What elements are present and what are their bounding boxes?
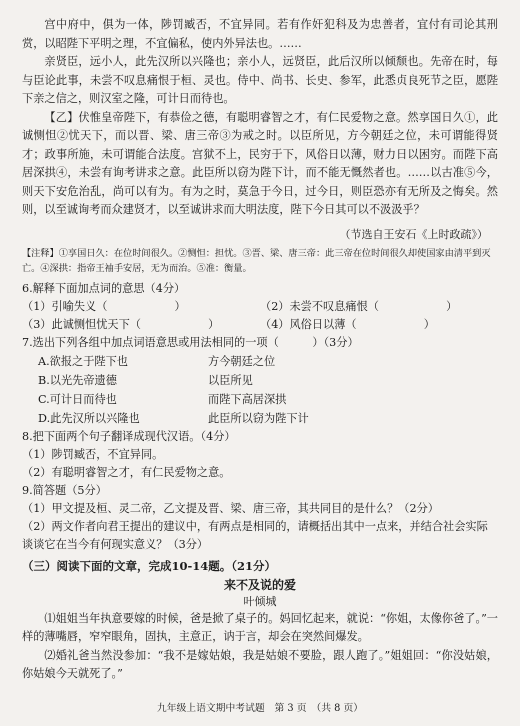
question-8-stem: 8.把下面两个句子翻译成现代汉语。（4分） [22, 429, 236, 443]
question-9-item: （2）两文作者向君王提出的建议中，有两点是相同的，请概括出其中一点来，并结合社会实际谈谈它在当今有何现实意义？（3分） [22, 519, 488, 551]
question-7-stem: 7.选出下列各组中加点词语意思或用法相同的一项（ ）（3分） [22, 335, 359, 349]
question-6-row-2 [22, 316, 498, 334]
passage-paragraph-2: 亲贤臣，远小人，此先汉所以兴隆也；亲小人，远贤臣，此后汉所以倾颓也。先帝在时，每与臣论此事，未尝不叹息痛恨于桓、灵也。侍中、尚书、长史、参军，此悉贞良死节之臣，愿陛下亲之信之，则汉室之隆，可计日而待也。 [22, 55, 498, 105]
option-left: A.欲报之于陛下也 [38, 354, 128, 368]
question-7-option [22, 409, 498, 428]
question-8-item: （1）陟罚臧否，不宜异同。 [22, 447, 164, 461]
article-paragraph-2: ⑵婚礼爸当然没参加：“我不是嫁姑娘，我是姑娘不要脸，跟人跑了。”姐姐回：“你没姑娘，你姑娘今天就死了。” [22, 648, 498, 680]
question-9-item: （1）甲文提及桓、灵二帝，乙文提及晋、梁、唐三帝，其共同目的是什么？（2分） [22, 501, 439, 515]
question-6-row-1 [22, 298, 498, 316]
question-6-item: （2）未尝不叹息痛恨（ ） [260, 299, 458, 313]
passage-paragraph-1: 宫中府中，俱为一体，陟罚臧否，不宜异同。若有作奸犯科及为忠善者，宜付有司论其刑赏，以昭陛下平明之理，不宜偏私，使内外异法也。…… [22, 18, 498, 50]
section-3-heading: （三）阅读下面的文章，完成10-14题。（21分） [22, 558, 277, 573]
question-7-option [22, 352, 498, 371]
option-right: 而陛下高居深拱 [208, 392, 287, 406]
option-left: C.可计日而待也 [38, 392, 117, 406]
question-7-option [22, 390, 498, 409]
option-left: B.以光先帝遗德 [38, 373, 117, 387]
option-right: 方今朝廷之位 [208, 354, 276, 368]
question-6-item: （1）引喻失义（ ） [22, 299, 186, 313]
question-8-item: （2）有聪明睿智之才，有仁民爱物之意。 [22, 465, 231, 479]
page-footer: 九年级上语文期中考试题 第 3 页 （共 8 页） [156, 703, 364, 714]
article-title: 来不及说的爱 [223, 577, 296, 592]
passage-paragraph-3: 【乙】伏惟皇帝陛下，有恭俭之德，有聪明睿智之才，有仁民爱物之意。然享国日久①，此诚恻怛②忧天下，而以晋、梁、唐三帝③为戒之时。以臣所见，方今朝廷之位，未可谓能得贤才；政事所施，未可谓能合法度。宫狱不上，民穷于下，风俗日以薄，财力日以困穷。而陛下高居深拱④，未尝有询考讲求之意。此臣所以窃为陛下计，而不能无慨然者也。……以古准⑤今，则天下安危治乱，尚可以有为。有为之时，莫急于今日，过今日，则臣恐亦有无所及之悔矣。然则，以至诚询考而众建贤才，以至诚讲求而大明法度，陛下今日其可以不汲汲乎？ [22, 110, 498, 216]
option-left: D.此先汉所以兴隆也 [38, 411, 140, 425]
question-6-stem: 6.解释下面加点词的意思（4分） [22, 281, 186, 295]
passage-source: （节选自王安石《上时政疏》） [339, 227, 488, 241]
annotation-notes: 【注释】①享国日久：在位时间很久。②恻怛：担忧。③晋、梁、唐三帝：此三帝在位时间很久却使国家由清平到灭亡。④深拱：指帝王袖手安居，无为而治。⑤准：衡量。 [22, 247, 491, 274]
question-7-option [22, 371, 498, 390]
option-right: 以臣所见 [208, 373, 253, 387]
article-paragraph-1: ⑴姐姐当年执意要嫁的时候，爸是掀了桌子的。妈回忆起来，就说：“你姐，太像你爸了。”一样的薄嘴唇，窄窄眼角，固执，主意正，讷于言，却会在突然间爆发。 [22, 611, 498, 643]
question-6-item: （4）风俗日以薄（ ） [260, 317, 435, 331]
question-9-stem: 9.简答题（5分） [22, 483, 107, 497]
question-6-item: （3）此诚恻怛忧天下（ ） [22, 317, 220, 331]
option-right: 此臣所以窃为陛下计 [208, 411, 309, 425]
article-author: 叶倾城 [243, 594, 277, 608]
